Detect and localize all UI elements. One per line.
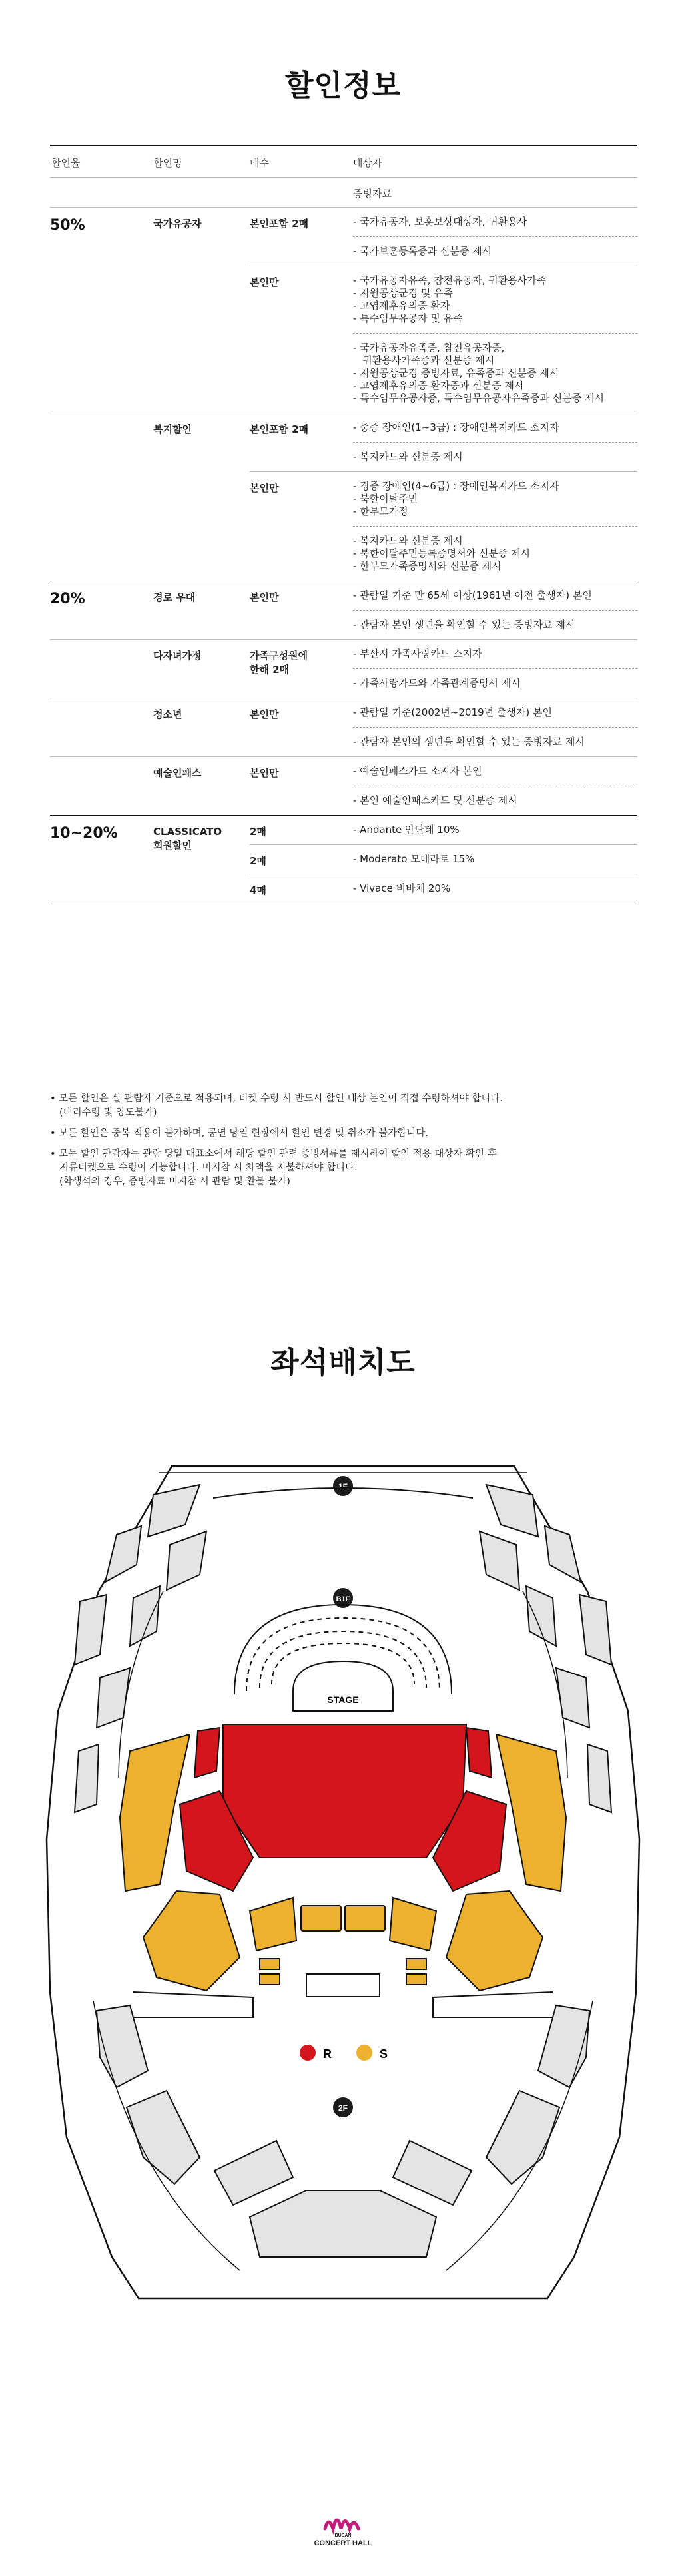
discount-group xyxy=(50,816,637,903)
description-line: - 특수임무유공자증, 특수임무유공자유족증과 신분증 제시 xyxy=(353,392,605,404)
discount-category xyxy=(50,698,637,756)
description-line: - 관람자 본인 생년을 확인할 수 있는 증빙자료 제시 xyxy=(353,619,575,631)
discount-block xyxy=(250,208,637,266)
description-line: - 지원공상군경 및 유족 xyxy=(353,287,454,299)
header-count: 매수 xyxy=(250,157,269,169)
note-item xyxy=(50,1127,643,1141)
ticket-count: 가족구성원에 한해 2매 xyxy=(250,650,308,676)
discount-name: 경로 우대 xyxy=(153,591,196,603)
discount-block xyxy=(250,413,637,471)
proof-description xyxy=(353,786,637,815)
discount-table xyxy=(50,145,637,903)
target-description xyxy=(353,845,637,874)
discount-name: 국가유공자 xyxy=(153,218,202,230)
logo-text: CONCERT HALL xyxy=(314,2539,372,2547)
description-line: - Vivace 비바체 20% xyxy=(353,882,451,894)
description-line: - 가족사랑카드와 가족관계증명서 제시 xyxy=(353,677,521,689)
seat-map xyxy=(0,1431,686,2576)
target-description xyxy=(353,874,637,903)
note-line: 지류티켓으로 수령이 가능합니다. 미지참 시 차액을 지불하셔야 합니다. xyxy=(59,1162,358,1173)
discount-block xyxy=(250,816,637,844)
ticket-count: 2매 xyxy=(250,855,266,867)
discount-group xyxy=(50,581,637,816)
discount-name: 복지할인 xyxy=(153,423,192,435)
discount-title: 할인정보 xyxy=(284,69,401,103)
description-line: - 관람일 기준(2002년~2019년 출생자) 본인 xyxy=(353,706,552,718)
description-line: - 부산시 가족사랑카드 소지자 xyxy=(353,648,482,660)
description-line: - 중증 장애인(1~3급) : 장애인복지카드 소지자 xyxy=(353,421,559,433)
description-line: - 북한이탈주민등록증명서와 신분증 제시 xyxy=(353,547,531,559)
header-rate: 할인율 xyxy=(51,157,81,169)
ticket-count: 2매 xyxy=(250,826,266,838)
target-description xyxy=(353,208,637,236)
description-line: - 본인 예술인패스카드 및 신분증 제시 xyxy=(353,794,517,806)
ticket-count: 본인포함 2매 xyxy=(250,218,309,230)
target-description xyxy=(353,266,637,333)
ticket-count: 본인만 xyxy=(250,591,279,603)
notes xyxy=(50,1092,643,1196)
description-line: - 한부모가정 xyxy=(353,505,408,517)
description-line: - 한부모가족증명서와 신분증 제시 xyxy=(353,560,502,572)
discount-rate: 10~20% xyxy=(50,825,118,842)
discount-category xyxy=(50,581,637,639)
floor-b1f-label: B1F xyxy=(336,1595,350,1603)
note-line: (대리수령 및 양도불가) xyxy=(59,1107,157,1118)
legend-r-swatch xyxy=(300,2045,316,2061)
note-line: • 모든 할인 관람자는 관람 당일 매표소에서 해당 할인 관련 증빙서류를 제시하여 할인 적용 대상자 확인 후 xyxy=(50,1149,497,1159)
target-description xyxy=(353,698,637,727)
discount-category xyxy=(50,413,637,581)
note-line: • 모든 할인은 실 관람자 기준으로 적용되며, 티켓 수령 시 반드시 할인 대상 본인이 직접 수령하셔야 합니다. xyxy=(50,1093,503,1104)
ticket-count: 본인만 xyxy=(250,276,279,288)
description-line: - 국가유공자유족증, 참전유공자증, xyxy=(353,342,505,354)
note-line: • 모든 할인은 중복 적용이 불가하며, 공연 당일 현장에서 할인 변경 및 취소가 불가합니다. xyxy=(50,1128,428,1139)
discount-block xyxy=(250,757,637,815)
discount-group xyxy=(50,208,637,581)
discount-name: 다자녀가정 xyxy=(153,650,202,662)
description-line: - 고엽제후유의증 환자증과 신분증 제시 xyxy=(353,380,524,391)
header-name: 할인명 xyxy=(153,157,182,169)
discount-category xyxy=(50,756,637,815)
stage-label: STAGE xyxy=(327,1694,359,1705)
note-line: (학생석의 경우, 증빙자료 미지참 시 관람 및 환불 불가) xyxy=(59,1176,290,1187)
legend-r-label: R xyxy=(323,2047,332,2061)
discount-name: CLASSICATO 회원할인 xyxy=(153,826,222,852)
proof-description xyxy=(353,236,637,266)
proof-description xyxy=(353,333,637,413)
discount-block xyxy=(250,698,637,756)
target-description xyxy=(353,413,637,442)
description-line: - 관람일 기준 만 65세 이상(1961년 이전 출생자) 본인 xyxy=(353,589,592,601)
discount-block xyxy=(250,581,637,639)
r-seat-blocks xyxy=(180,1724,506,1891)
note-item xyxy=(50,1092,643,1120)
description-line: - 국가유공자, 보훈보상대상자, 귀환용사 xyxy=(353,216,527,228)
discount-block xyxy=(250,471,637,581)
header-proof: 증빙자료 xyxy=(353,188,392,200)
description-line: - Andante 안단테 10% xyxy=(353,824,460,836)
ticket-count: 본인만 xyxy=(250,708,279,720)
description-line: - 국가유공자유족, 참전유공자, 귀환용사가족 xyxy=(353,274,547,286)
discount-block xyxy=(250,266,637,413)
ticket-count: 본인만 xyxy=(250,767,279,779)
discount-category xyxy=(50,639,637,698)
ticket-count: 본인포함 2매 xyxy=(250,423,309,435)
discount-name: 예술인패스 xyxy=(153,767,202,779)
table-header-proof xyxy=(50,178,637,208)
description-line: - 예술인패스카드 소지자 본인 xyxy=(353,765,482,777)
discount-rate: 50% xyxy=(50,217,85,234)
description-line: - Moderato 모데라토 15% xyxy=(353,853,475,865)
floor-2f-label: 2F xyxy=(338,2103,348,2113)
ticket-count: 본인만 xyxy=(250,482,279,494)
description-line: - 관람자 본인의 생년을 확인할 수 있는 증빙자료 제시 xyxy=(353,736,585,748)
concert-hall-logo xyxy=(314,2520,372,2547)
description-line: - 경증 장애인(4~6급) : 장애인복지카드 소지자 xyxy=(353,480,559,492)
description-line: - 국가보훈등록증과 신분증 제시 xyxy=(353,245,492,257)
target-description xyxy=(353,581,637,610)
discount-name: 청소년 xyxy=(153,708,182,720)
description-line: - 북한이탈주민 xyxy=(353,493,418,505)
description-line: - 복지카드와 신분증 제시 xyxy=(353,451,463,463)
proof-description xyxy=(353,610,637,639)
table-header xyxy=(50,145,637,178)
target-description xyxy=(353,640,637,668)
target-description xyxy=(353,472,637,526)
proof-description xyxy=(353,727,637,756)
proof-description xyxy=(353,668,637,698)
discount-block xyxy=(250,874,637,903)
proof-description xyxy=(353,526,637,581)
legend-s-label: S xyxy=(380,2047,388,2061)
legend-s-swatch xyxy=(356,2045,372,2061)
proof-description xyxy=(353,442,637,471)
target-description xyxy=(353,816,637,844)
r-seat-center xyxy=(223,1724,466,1858)
target-description xyxy=(353,757,637,786)
discount-block xyxy=(250,844,637,874)
balcony-2f xyxy=(97,2005,589,2257)
header-target: 대상자 xyxy=(353,157,382,169)
description-line: - 고엽제후유의증 환자 xyxy=(353,300,450,312)
discount-category xyxy=(50,816,637,903)
description-line: 귀환용사가족증과 신분증 제시 xyxy=(353,354,495,366)
seat-map-title: 좌석배치도 xyxy=(270,1346,416,1380)
description-line: - 특수임무유공자 및 유족 xyxy=(353,312,463,324)
description-line: - 복지카드와 신분증 제시 xyxy=(353,535,463,547)
discount-rate: 20% xyxy=(50,591,85,607)
note-item xyxy=(50,1147,643,1189)
ticket-count: 4매 xyxy=(250,884,266,896)
discount-block xyxy=(250,640,637,698)
logo-small-text: BUSAN xyxy=(334,2533,352,2538)
floor-1f-label: 1F xyxy=(338,1482,348,1491)
description-line: - 지원공상군경 증빙자료, 유족증과 신분증 제시 xyxy=(353,367,559,379)
discount-category xyxy=(50,208,637,413)
